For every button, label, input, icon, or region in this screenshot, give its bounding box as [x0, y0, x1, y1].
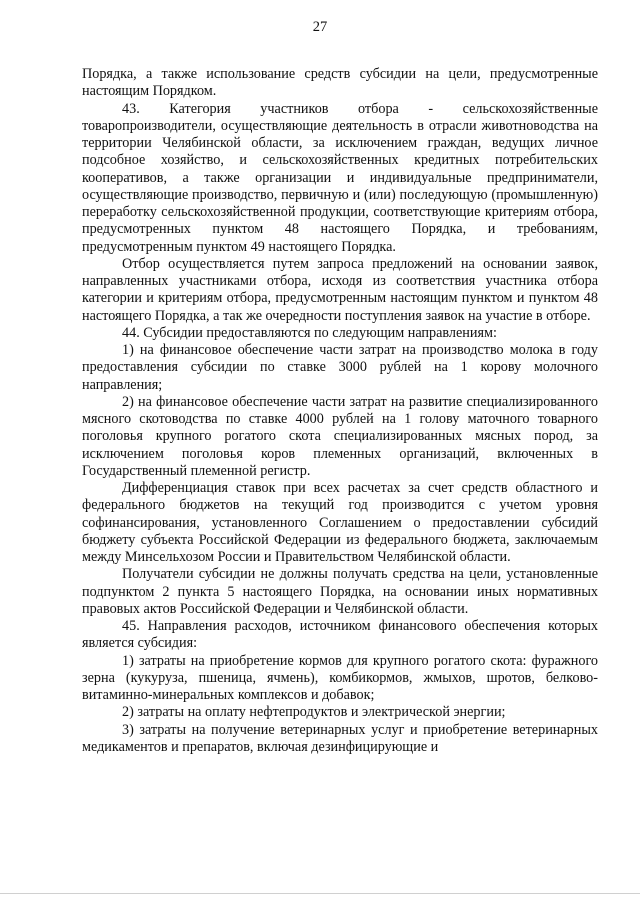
- paragraph-45-item-1-feed: 1) затраты на приобретение кормов для крупного рогатого скота: фуражного зерна (кукуруза, пшеница, ячмень), комбикормов, жмыхов, шротов, белково-витаминно-минеральных комплексов и добавок;: [82, 652, 598, 703]
- paragraph-44-item-2-beef-cattle: 2) на финансовое обеспечение части затрат на развитие специализированного мясного скотоводства по ставке 4000 рублей на 1 голову маточного товарного поголовья крупного рогатого скота специализированных мясных пород, за исключением поголовья коров племенных организаций, включенных в Государственный племенной регистр.: [82, 393, 598, 479]
- paragraph-45-item-2-fuel-energy: 2) затраты на оплату нефтепродуктов и электрической энергии;: [122, 704, 506, 721]
- paragraph-rate-differentiation: Дифференциация ставок при всех расчетах за счет средств областного и федерального бюджетов на текущий год производится с учетом уровня софинансирования, установленного Соглашением о предоставлении субсидий бюджету субъекта Российской Федерации из федерального бюджета, заключаемым между Минсельхозом России и Правительством Челябинской области.: [82, 480, 598, 565]
- paragraph-selection-procedure: Отбор осуществляется путем запроса предложений на основании заявок, направленных участниками отбора, исходя из соответствия участника отбора категории и критериям отбора, предусмотренным настоящим пунктом и пунктом 48 настоящего Порядка, а так же очередности поступления заявок на участие в отборе.: [82, 255, 598, 324]
- scan-edge-line: [0, 893, 640, 894]
- paragraph-44-item-1-milk: 1) на финансовое обеспечение части затрат на производство молока в году предоставления субсидии по ставке 3000 рублей на 1 корову молочного направления;: [82, 342, 598, 393]
- paragraph-recipients-restriction: Получатели субсидии не должны получать средства на цели, установленные подпунктом 2 пункта 5 настоящего Порядка, на основании иных нормативных правовых актов Российской Федерации и Челябинской области.: [82, 566, 598, 617]
- paragraph-45-item-3-veterinary: 3) затраты на получение ветеринарных услуг и приобретение ветеринарных медикаментов и препаратов, включая дезинфицирующие и: [82, 721, 598, 755]
- page-number: 27: [312, 19, 328, 35]
- document-body: [82, 66, 598, 756]
- paragraph-43-participants-category: 43. Категория участников отбора - сельскохозяйственные товаропроизводители, осуществляющие деятельность в отрасли животноводства на территории Челябинской области, за исключением граждан, ведущих личное подсобное хозяйство, и сельскохозяйственных кредитных потребительских кооперативов, а также организации и индивидуальные предприниматели, осуществляющие производство, первичную и (или) последующую (промышленную) переработку сельскохозяйственной продукции, соответствующие критериям отбора, предусмотренных пунктом 48 настоящего Порядка, и требованиям, предусмотренным пунктом 49 настоящего Порядка.: [82, 100, 598, 255]
- paragraph-continuation: Порядка, а также использование средств субсидии на цели, предусмотренные настоящим Порядком.: [82, 66, 598, 100]
- paragraph-45-expense-directions: 45. Направления расходов, источником финансового обеспечения которых является субсидия:: [82, 618, 598, 652]
- paragraph-44-directions-intro: 44. Субсидии предоставляются по следующим направлениям:: [122, 324, 497, 341]
